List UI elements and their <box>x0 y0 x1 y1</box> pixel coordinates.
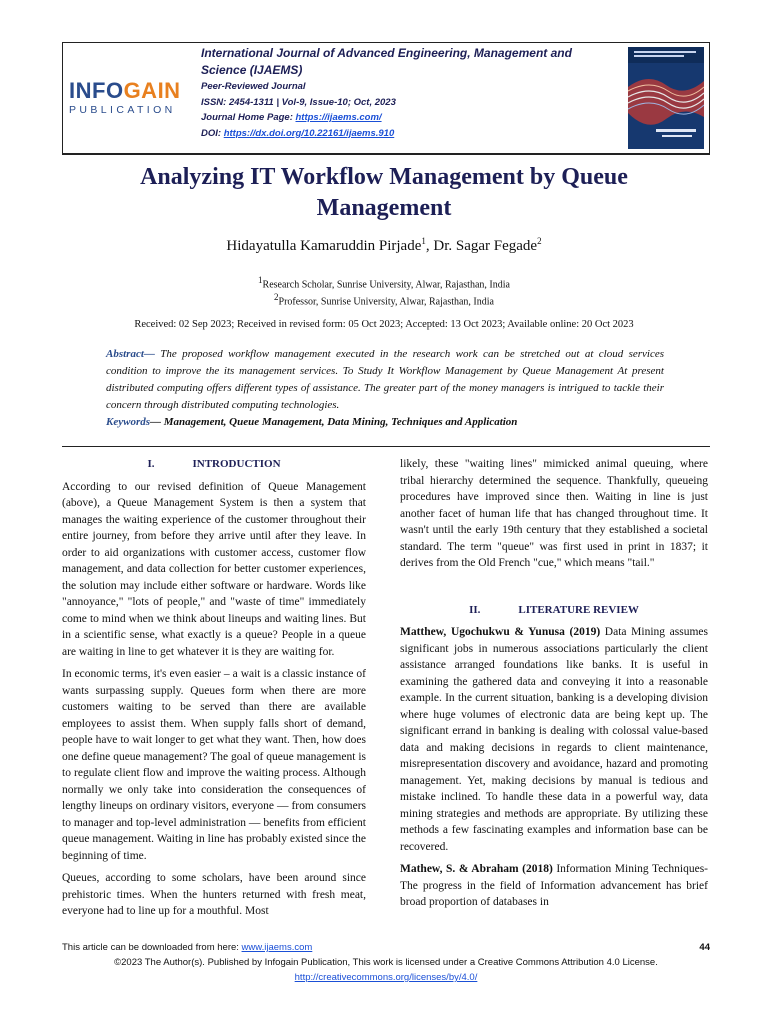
keywords-text: — Management, Queue Management, Data Mining, Techniques and Application <box>150 416 518 428</box>
abstract-label: Abstract <box>106 348 144 360</box>
left-column <box>62 456 366 926</box>
header-rule <box>62 154 710 155</box>
section-heading-literature-review: II. LITERATURE REVIEW <box>469 603 639 616</box>
home-page: Journal Home Page: https://ijaems.com/ <box>201 112 382 123</box>
intro-paragraph-4: likely, these "waiting lines" mimicked animal queuing, where tribal hierarchy determined the sequence. Thankfully, queueing procedures have improved since then. Waiting in line is just another facet of human life that has changed throughout time. It wasn't until the early 19th century that they established a societal standard. The term "queue" was first used in print in 1837; it derives from the Old French "cue," which means "tail." <box>400 458 708 569</box>
intro-paragraph-1: According to our revised definition of Queue Management (above), a Queue Management System is then a system that manages the waiting experience of the customer throughout their entire journey, from before they arrive until after they leave. In order to aid organizations with customer access, customer flow management, and data collection for better customer experiences, the solution may include either software or hardware. Words like "annoyance," "lots of people," and "waste of time" immediately come to mind when we think about lineups and waiting lines. But in a scientific sense, what exactly is a queue? People in a queue are waiting in line to get whatever it is they are waiting for. <box>62 480 366 658</box>
peer-reviewed: Peer-Reviewed Journal <box>201 81 306 92</box>
download-link[interactable]: www.ijaems.com <box>241 942 313 953</box>
abstract-rule <box>62 446 710 447</box>
affiliation-2: $^2$Professor, Sunrise University, Alwar, Rajasthan, India <box>274 292 494 308</box>
intro-paragraph-3: Queues, according to some scholars, have been around since prehistoric times. When the hunters returned with fresh meat, everyone had to line up for a mouthful. Most <box>62 872 366 917</box>
journal-cover-image <box>628 47 704 149</box>
affiliation-1: $^1$Research Scholar, Sunrise University, Alwar, Rajasthan, India <box>258 275 510 291</box>
doi: DOI: https://dx.doi.org/10.22161/ijaems.910 <box>201 127 395 139</box>
authors: Hidayatulla Kamaruddin Pirjade$^1$, Dr. Sagar Fegade$^2$ <box>226 236 542 254</box>
page-footer <box>62 940 710 985</box>
section-heading-introduction: I. INTRODUCTION <box>147 458 281 470</box>
intro-paragraph-2: In economic terms, it's even easier – a wait is a classic instance of wants surpassing supply. Queues form when there are more customers waiting to be served than there are available employees to assist them. When supply falls short of demand, people have to wait longer to get what they want. Then, how does one define queue management? The goal of queue management is to regulate client flow and improve the waiting process. Although normally we only take into consideration the consequences of lengthy lineups on ordinary visitors, everyone — from consumers to manager and top-level administration — benefits from efficient queue management. Waiting in line has probably existed since the beginning of time. <box>62 668 366 862</box>
keywords <box>106 414 664 430</box>
author-1: Hidayatulla Kamaruddin Pirjade <box>226 238 422 254</box>
paper-title: Analyzing IT Workflow Management by Queue Management <box>140 164 628 221</box>
abstract-text: The proposed workflow management executed in the research work can be stretched out at cloud services condition to improve the its management services. To Study It Workflow Management by Queue Management At present distributed computing offers different types of assistance. The greater part of the money managers is intrigued to tackle their concern through distributed computing technologies. <box>106 348 665 411</box>
journal-name: International Journal of Advanced Engineering, Management and Science (IJAEMS) <box>201 46 572 77</box>
home-page-link[interactable]: https://ijaems.com/ <box>295 112 382 123</box>
license-link[interactable]: http://creativecommons.org/licenses/by/4.0/ <box>294 972 478 983</box>
affiliations <box>70 274 698 309</box>
right-column <box>400 456 708 917</box>
infogain-logo: INFOGAIN PUBLICATION <box>69 78 181 116</box>
page-number: 44 <box>699 942 710 953</box>
journal-header <box>62 42 710 154</box>
review-paragraph-1: Matthew, Ugochukwu & Yunusa (2019) Data Mining assumes significant jobs in numerous associations particularly the client assistance arranged foundations like banks. It is useful in examining the gathered data and conveying it into a reasonable example. In the current situation, banking is a developing division where huge volumes of electronic data are being kept up. The significant errand in banking is dealing with colossal value-based data and making decisions in regards to client maintenance, misrepresentation discovery and avoidance, hazard and promoting management. Yet, making decisions by manual is tedious and mistake inclined. To handle these data in a powerful way, data mining strategies and methods are appropriate. By utilizing these methods a few fascinating examples and information base can be recovered. <box>400 626 708 853</box>
license-text: ©2023 The Author(s). Published by Infogain Publication, This work is licensed under a Creative Commons Attribution 4.0 License. <box>114 957 658 968</box>
doi-link[interactable]: https://dx.doi.org/10.22161/ijaems.910 <box>223 127 395 139</box>
issn: ISSN: 2454-1311 | Vol-9, Issue-10; Oct, 2023 <box>201 96 396 108</box>
keywords-label: Keywords <box>106 416 150 428</box>
download-note: This article can be downloaded from here: www.ijaems.com <box>62 942 313 953</box>
journal-info <box>201 43 611 141</box>
review-paragraph-2: Mathew, S. & Abraham (2018) Information Mining Techniques-The progress in the field of Information advancement has brief broad proportion of databases in <box>400 863 709 908</box>
author-2: Dr. Sagar Fegade <box>433 238 538 254</box>
abstract: Abstract— The proposed workflow management executed in the research work can be stretched out at cloud services condition to improve the its management services. To Study It Workflow Management by Queue Management At present distributed computing offers different types of assistance. The greater part of the money managers is intrigued to tackle their concern through distributed computing technologies. <box>106 348 665 411</box>
received-dates: Received: 02 Sep 2023; Received in revised form: 05 Oct 2023; Accepted: 13 Oct 2023; Available online: 20 Oct 2023 <box>134 319 634 330</box>
